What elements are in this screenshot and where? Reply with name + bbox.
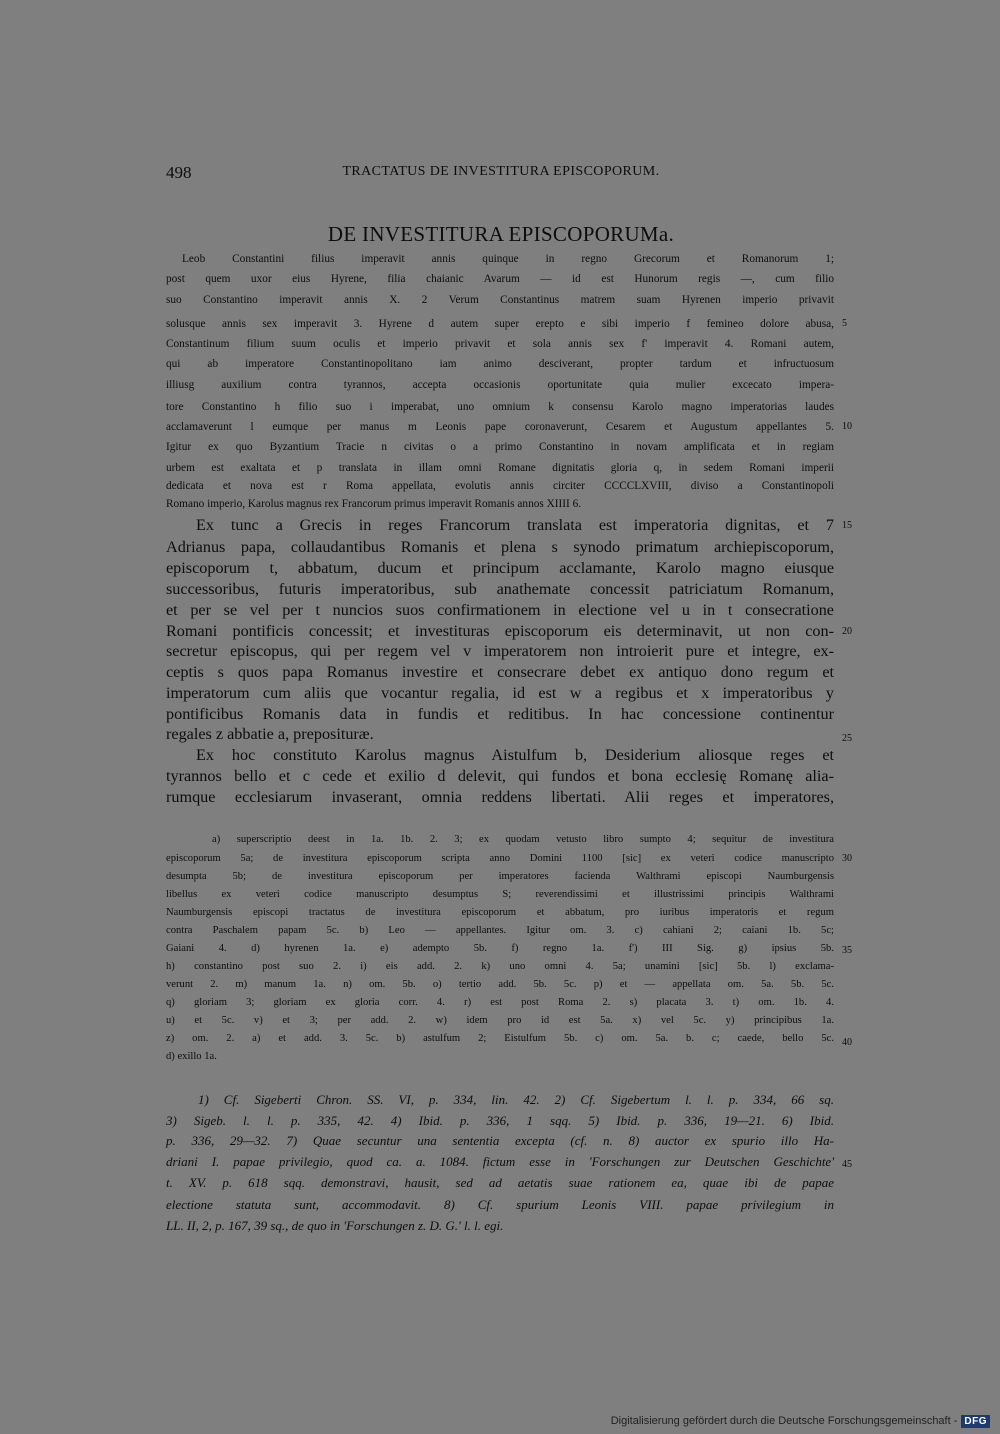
apparatus-line: h) constantino post suo 2. i) eis add. 2. k) uno omni 4. 5a; unamini [sic] 5b. l) exclama-	[166, 961, 834, 972]
margin-line-number: 20	[842, 626, 852, 637]
apparatus-line: Gaiani 4. d) hyrenen 1a. e) adempto 5b. f) regno 1a. f') III Sig. g) ipsius 5b.	[166, 943, 834, 954]
body-line: rumque ecclesiarum invaserant, omnia reddens libertati. Alii reges et imperatores,	[166, 788, 834, 806]
body-line: Igitur ex quo Byzantium Tracie n civitas o a primo Constantino in novam amplificata et in regiam	[166, 441, 834, 453]
apparatus-line: verunt 2. m) manum 1a. n) om. 5b. o) tertio add. 5b. 5c. p) et — appellata om. 5a. 5b. 5c.	[166, 979, 834, 990]
body-line: acclamaverunt l eumque per manus m Leonis pape coronaverunt, Cesarem et Augustum appellantes 5.	[166, 421, 834, 433]
body-line: episcoporum t, abbatum, ducum et principum acclamante, Karolo magno eiusque	[166, 559, 834, 577]
body-line: Romani pontificis concessit; et investituras episcoporum eis determinavit, ut non con-	[166, 622, 834, 640]
body-line: solusque annis sex imperavit 3. Hyrene d autem super erepto e sibi imperio f femineo dolore abusa,	[166, 318, 834, 330]
body-line: et per se vel per t nuncios suos confirmationem in electione vel u in t consecratione	[166, 601, 834, 619]
running-title: TRACTATUS DE INVESTITURA EPISCOPORUM.	[342, 164, 660, 179]
document-title: DE INVESTITURA EPISCOPORUMa.	[327, 222, 675, 246]
margin-line-number: 30	[842, 853, 852, 864]
margin-line-number: 15	[842, 520, 852, 531]
page-number: 498	[166, 163, 192, 182]
body-line: imperatorum cum aliis que vocantur regalia, id est w a regibus et x imperatoribus y	[166, 684, 834, 702]
apparatus-line: desumpta 5b; de investitura episcoporum per imperatores facienda Walthrami episcopi Naumburgensis	[166, 871, 834, 882]
body-line: tyrannos bello et c cede et exilio d delevit, qui fundos et bona ecclesię Romanę alia-	[166, 767, 834, 785]
apparatus-line: libellus ex veteri codice manuscripto desumptus S; reverendissimi et illustrissimi principis Walthrami	[166, 889, 834, 900]
body-line: Romano imperio, Karolus magnus rex Francorum primus imperavit Romanis annos XIIII 6.	[166, 498, 582, 510]
apparatus-line: contra Paschalem papam 5c. b) Leo — appellantes. Igitur om. 3. c) cahiani 2; caiani 1b. 5c;	[166, 925, 834, 936]
running-head	[166, 163, 836, 183]
body-line: illiusg auxilium contra tyrannos, accepta occasionis oportunitate quia mulier excecato impera-	[166, 379, 834, 391]
note-line: t. XV. p. 618 sqq. demonstravi, hausit, sed ad aetatis suae rationem ea, quae ibi de papae	[166, 1175, 834, 1190]
dfg-logo: DFG	[961, 1415, 990, 1428]
body-line: post quem uxor eius Hyrene, filia chaianic Avarum — id est Hunorum regis —, cum filio	[166, 273, 834, 285]
body-line: Adrianus papa, collaudantibus Romanis et plena s synodo primatum archiepiscoporum,	[166, 538, 834, 556]
apparatus-line: d) exillo 1a.	[166, 1051, 217, 1062]
note-line: 3) Sigeb. l. l. p. 335, 42. 4) Ibid. p. 336, 1 sqq. 5) Ibid. p. 336, 19—21. 6) Ibid.	[166, 1113, 834, 1128]
body-line: Leob Constantini filius imperavit annis quinque in regno Grecorum et Romanorum 1;	[182, 253, 834, 265]
body-line: dedicata et nova est r Roma appellata, evolutis annis circiter CCCCLXVIII, diviso a Constantinopoli	[166, 480, 834, 492]
body-line: regales z abbatie a, preposituræ.	[166, 725, 374, 743]
body-line: ceptis s quos papa Romanus investire et consecrare debet ex antiquo dono regum et	[166, 663, 834, 681]
apparatus-line: Naumburgensis episcopi tractatus de investitura episcoporum et abbatum, pro iuribus imperatoris et regum	[166, 907, 834, 918]
margin-line-number: 25	[842, 733, 852, 744]
body-line: urbem est exaltata et p translata in illam omni Romane dignitatis gloria q, in sedem Romani imperii	[166, 462, 834, 474]
note-line: driani I. papae privilegio, quod ca. a. 1084. fictum esse in 'Forschungen zur Deutschen Geschichte'	[166, 1154, 834, 1169]
apparatus-line: a) superscriptio deest in 1a. 1b. 2. 3; ex quodam vetusto libro sumpto 4; sequitur de investitura	[212, 834, 834, 845]
note-line: p. 336, 29—32. 7) Quae secuntur una sententia excepta (cf. n. 8) auctor ex spurio illo Ha-	[166, 1133, 834, 1148]
apparatus-line: z) om. 2. a) et add. 3. 5c. b) astulfum 2; Eistulfum 5b. c) om. 5a. b. c; caede, bello 5c.	[166, 1033, 834, 1044]
margin-line-number: 45	[842, 1159, 852, 1170]
body-line: Ex hoc constituto Karolus magnus Aistulfum b, Desiderium aliosque reges et	[196, 746, 834, 764]
margin-line-number: 40	[842, 1037, 852, 1048]
funding-footer	[611, 1412, 990, 1430]
note-line: 1) Cf. Sigeberti Chron. SS. VI, p. 334, lin. 42. 2) Cf. Sigebertum l. l. p. 334, 66 sq.	[198, 1092, 834, 1107]
note-line: electione statuta sunt, accommodavit. 8) Cf. spurium Leonis VIII. papae privilegium in	[166, 1197, 834, 1212]
funding-text: Digitalisierung gefördert durch die Deutsche Forschungsgemeinschaft -	[610, 1415, 958, 1427]
body-line: Constantinum filium suum oculis et imperio privavit et sola annis sex f' imperavit 4. Romani autem,	[166, 338, 834, 350]
margin-line-number: 10	[842, 421, 852, 432]
apparatus-line: episcoporum 5a; de investitura episcoporum scripta anno Domini 1100 [sic] ex veteri codice manuscripto	[166, 853, 834, 864]
body-line: tore Constantino h filio suo i imperabat, uno omnium k consensu Karolo magno imperatorias laudes	[166, 401, 834, 413]
body-line: successoribus, futuris imperatoribus, sub anathemate concessit patriciatum Romanum,	[166, 580, 834, 598]
margin-line-number: 35	[842, 945, 852, 956]
body-line: qui ab imperatore Constantinopolitano iam animo desciverant, propter tardum et infructuosum	[166, 358, 834, 370]
note-line: LL. II, 2, p. 167, 39 sq., de quo in 'Forschungen z. D. G.' l. l. egi.	[166, 1218, 504, 1233]
margin-line-number: 5	[842, 318, 847, 329]
apparatus-line: q) gloriam 3; gloriam ex gloria corr. 4. r) est post Roma 2. s) placata 3. t) om. 1b. 4.	[166, 997, 834, 1008]
body-line: secretur episcopus, qui per regem vel v imperatorem non introierit pure et integre, ex-	[166, 642, 834, 660]
body-line: pontificibus Romanis data in fundis et reditibus. In hac concessione continentur	[166, 705, 834, 723]
body-line: suo Constantino imperavit annis X. 2 Verum Constantinus matrem suam Hyrenen imperio privavit	[166, 294, 834, 306]
apparatus-line: u) et 5c. v) et 3; per add. 2. w) idem pro id est 5a. x) vel 5c. y) principibus 1a.	[166, 1015, 834, 1026]
body-line: Ex tunc a Grecis in reges Francorum translata est imperatoria dignitas, et 7	[196, 516, 834, 534]
